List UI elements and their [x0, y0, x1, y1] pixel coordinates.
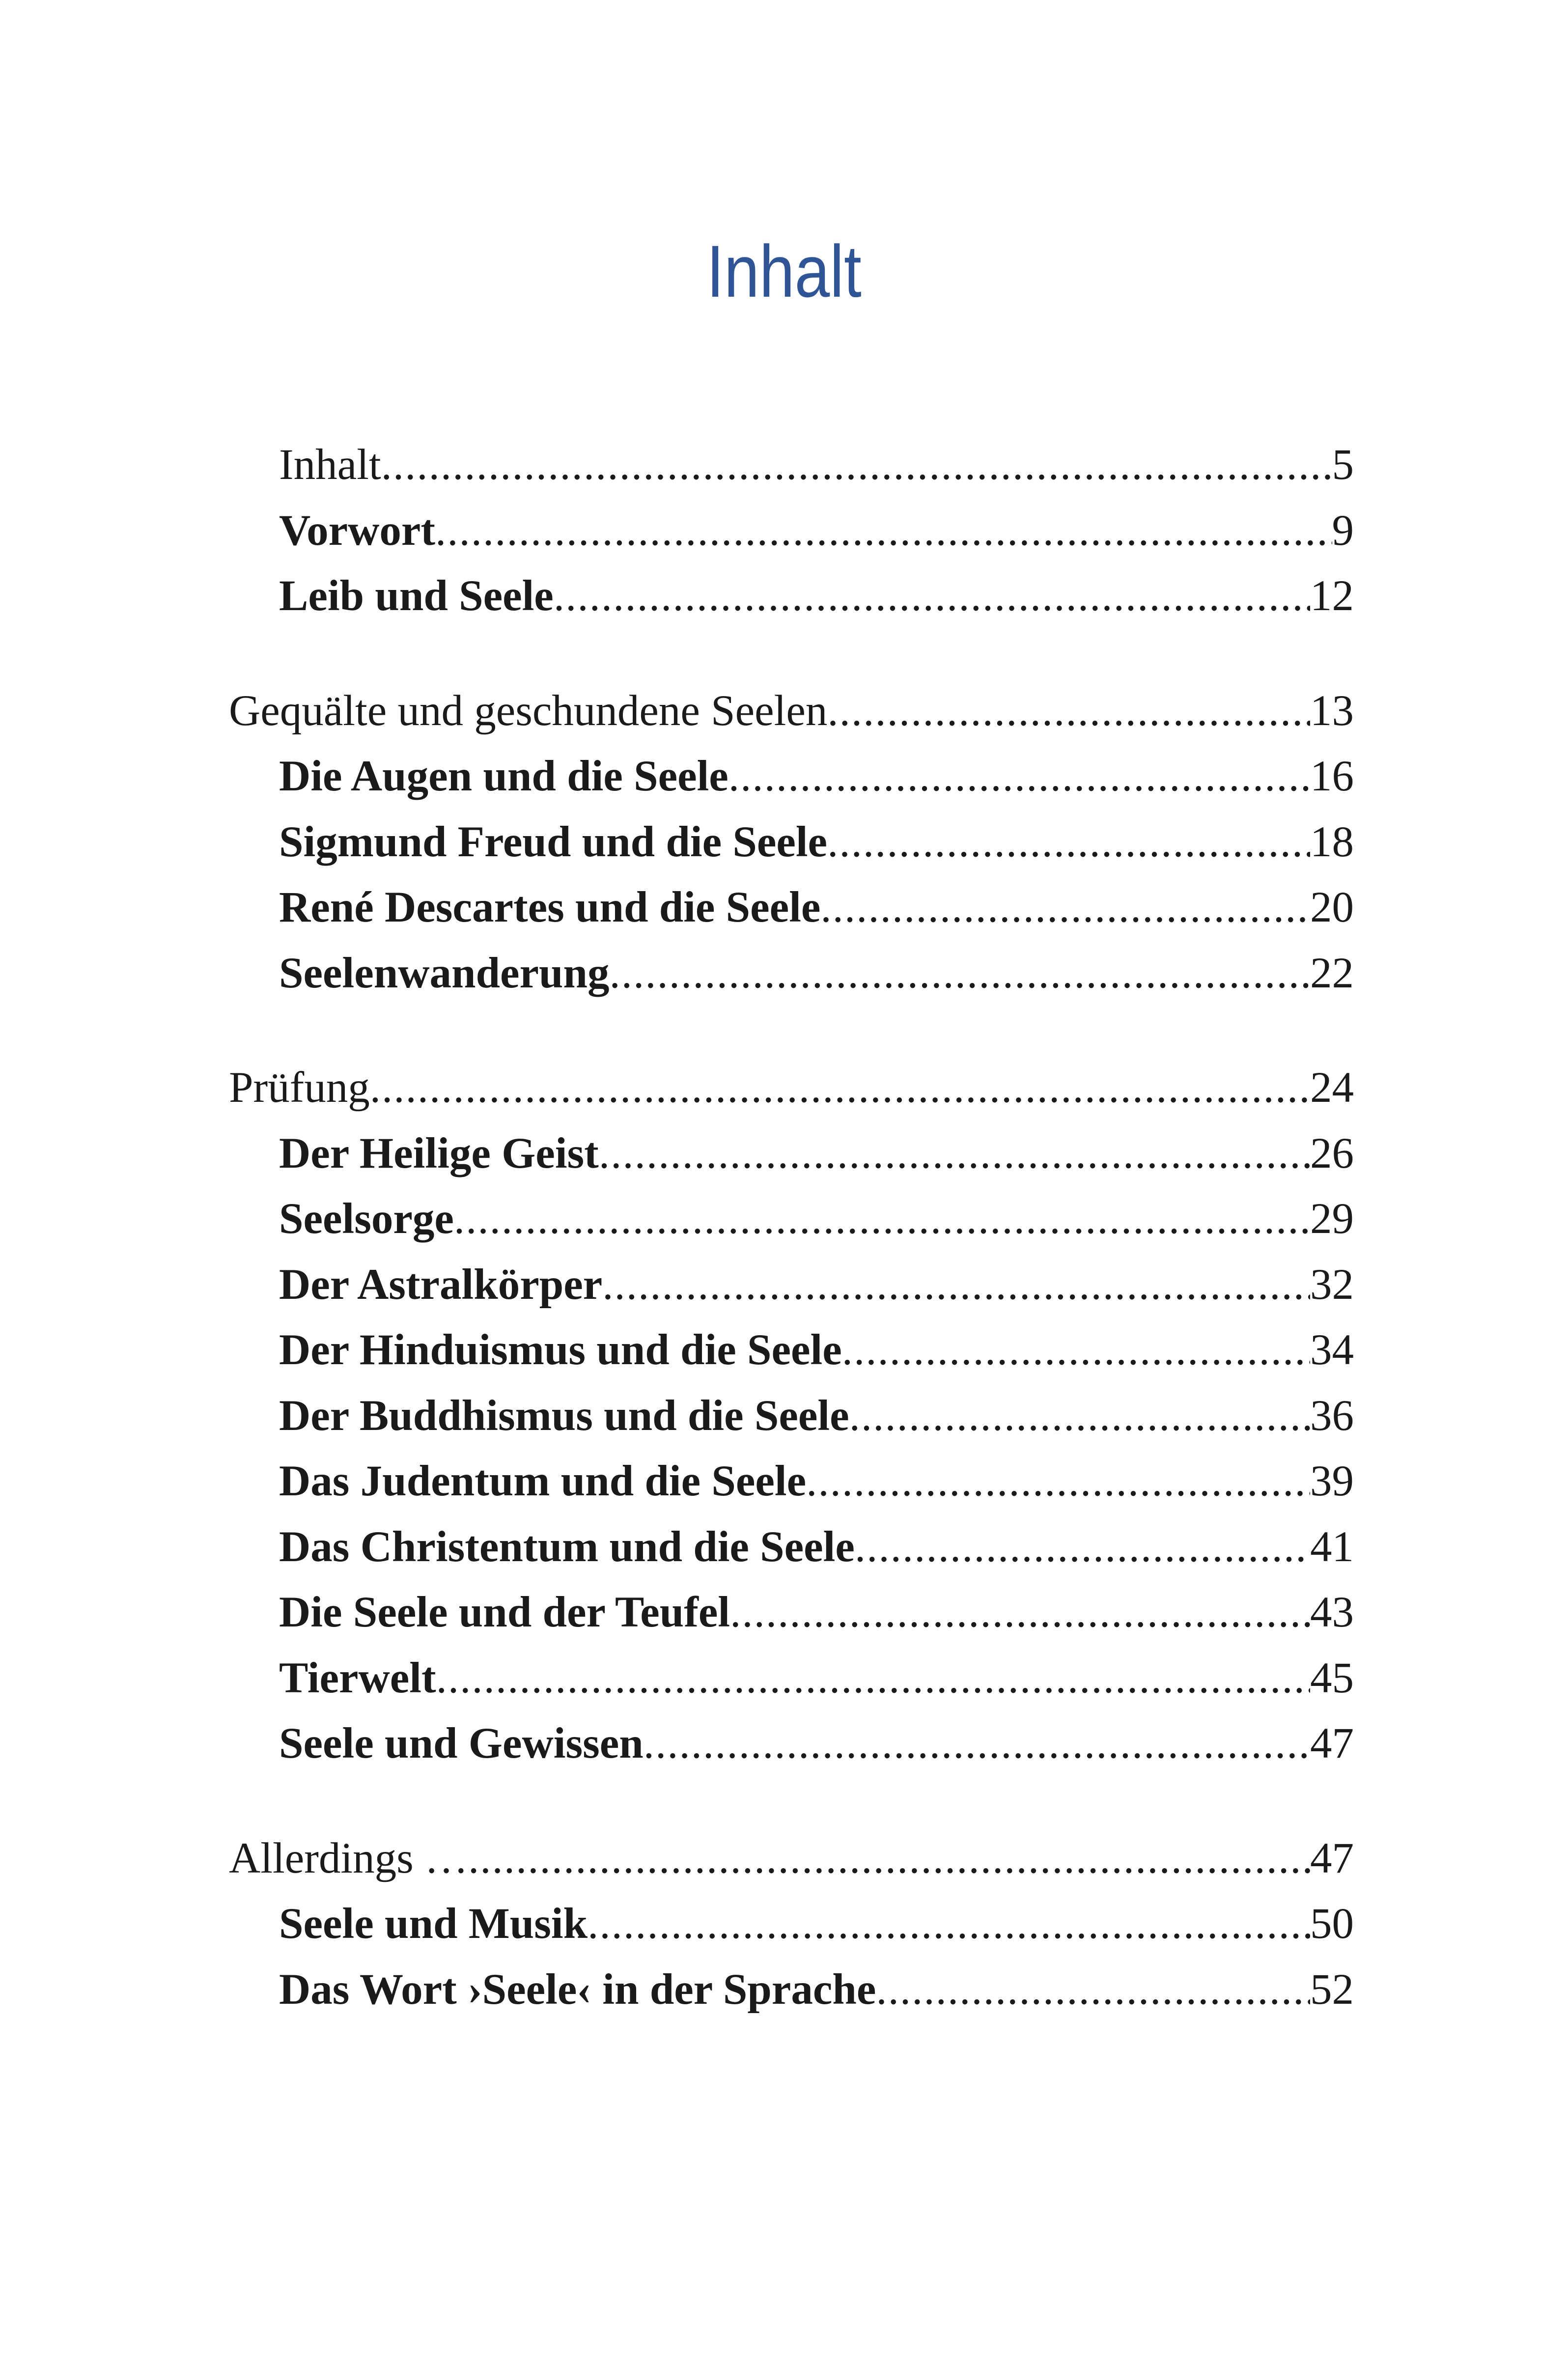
toc-leader-dots	[370, 1055, 1310, 1121]
toc-entry-page: 47	[1310, 1719, 1354, 1767]
toc-entry-title: Die Augen und die Seele	[279, 752, 728, 800]
toc-entry-title: Tierwelt	[279, 1653, 436, 1702]
toc-leader-dots	[602, 1252, 1310, 1318]
toc-entry-title: Seele und Gewissen	[279, 1719, 644, 1767]
toc-leader-dots	[855, 1514, 1310, 1580]
toc-entry-page: 43	[1310, 1588, 1354, 1636]
toc-entry[interactable]	[279, 1252, 1354, 1318]
toc-leader-dots	[728, 744, 1310, 810]
toc-entry-page: 9	[1332, 506, 1354, 555]
toc-leader-dots	[827, 678, 1310, 744]
toc-group-part-1	[0, 678, 1568, 1007]
toc-leader-dots	[610, 941, 1311, 1007]
toc-entry-page: 5	[1332, 441, 1354, 489]
toc-leader-dots	[849, 1383, 1310, 1449]
toc-entry-title: Der Astralkörper	[279, 1260, 603, 1309]
toc-entry-page: 22	[1310, 949, 1354, 997]
toc-entry-page: 18	[1310, 817, 1354, 866]
toc-entry-page: 12	[1310, 572, 1354, 620]
toc-entry[interactable]	[279, 1121, 1354, 1187]
toc-group-part-2	[0, 1055, 1568, 1777]
toc-part-heading[interactable]	[229, 1055, 1354, 1121]
toc-entry-title: Das Wort ›Seele‹ in der Sprache	[279, 1965, 876, 2014]
toc-entry[interactable]	[279, 1186, 1354, 1252]
toc-entry[interactable]	[279, 1449, 1354, 1514]
toc-leader-dots	[436, 1646, 1310, 1711]
toc-entry[interactable]	[279, 1580, 1354, 1646]
toc-part-heading[interactable]	[229, 678, 1354, 744]
toc-entry[interactable]	[279, 498, 1354, 564]
toc-entry-title: Der Buddhismus und die Seele	[279, 1391, 849, 1440]
toc-entry-page: 13	[1310, 686, 1354, 735]
toc-entry-page: 20	[1310, 883, 1354, 931]
toc-entry-page: 34	[1310, 1326, 1354, 1374]
toc-entry[interactable]	[279, 810, 1354, 875]
toc-entry[interactable]	[279, 1957, 1354, 2023]
toc-leader-dots	[730, 1580, 1310, 1646]
toc-leader-dots	[842, 1317, 1310, 1383]
toc-entry[interactable]	[279, 1317, 1354, 1383]
toc-entry-title: René Descartes und die Seele	[279, 883, 821, 931]
toc-entry[interactable]	[279, 941, 1354, 1007]
toc-leader-dots	[806, 1449, 1310, 1514]
toc-entry[interactable]	[279, 1646, 1354, 1711]
toc-entry-page: 29	[1310, 1195, 1354, 1243]
toc-entry[interactable]	[279, 1891, 1354, 1957]
toc-entry-page: 32	[1310, 1260, 1354, 1309]
toc-entry[interactable]	[279, 1711, 1354, 1777]
toc-entry-title: Seelsorge	[279, 1195, 454, 1243]
toc-entry-page: 45	[1310, 1653, 1354, 1702]
toc-leader-dots	[435, 498, 1332, 564]
toc-entry-title: Sigmund Freud und die Seele	[279, 817, 828, 866]
toc-entry[interactable]	[279, 563, 1354, 629]
toc-leader-dots	[588, 1891, 1310, 1957]
toc-entry-title: Inhalt	[279, 441, 381, 489]
toc-entry-page: 26	[1310, 1129, 1354, 1177]
toc-leader-dots	[644, 1711, 1310, 1777]
toc-entry-page: 52	[1310, 1965, 1354, 2014]
toc-part-heading[interactable]	[229, 1826, 1354, 1892]
toc-entry-title: Allerdings …	[229, 1834, 468, 1882]
toc-group-part-3	[0, 1826, 1568, 2023]
toc-entry-title: Das Christentum und die Seele	[279, 1522, 855, 1571]
toc-entry-page: 41	[1310, 1522, 1354, 1571]
toc-entry-title: Seelenwanderung	[279, 949, 610, 997]
toc-entry[interactable]	[279, 432, 1354, 498]
toc-group-front-matter	[0, 432, 1568, 629]
toc-entry-page: 36	[1310, 1391, 1354, 1440]
toc-leader-dots	[381, 432, 1332, 498]
toc-entry-title: Die Seele und der Teufel	[279, 1588, 730, 1636]
toc-leader-dots	[827, 810, 1310, 875]
toc-leader-dots	[820, 875, 1310, 941]
toc-entry-title: Gequälte und geschundene Seelen	[229, 686, 828, 735]
toc-entry-title: Der Hinduismus und die Seele	[279, 1326, 842, 1374]
toc-leader-dots	[876, 1957, 1310, 2023]
toc-entry-page: 50	[1310, 1900, 1354, 1948]
toc-entry-title: Leib und Seele	[279, 572, 554, 620]
toc-entry-title: Prüfung	[229, 1064, 370, 1112]
toc-entry-page: 24	[1310, 1064, 1354, 1112]
toc-leader-dots	[554, 563, 1310, 629]
toc-entry-page: 39	[1310, 1457, 1354, 1505]
toc-entry-title: Vorwort	[279, 506, 436, 555]
toc-entry[interactable]	[279, 1383, 1354, 1449]
toc-leader-dots	[468, 1826, 1310, 1892]
toc-entry[interactable]	[279, 875, 1354, 941]
toc-entry-page: 47	[1310, 1834, 1354, 1882]
toc-entry-page: 16	[1310, 752, 1354, 800]
toc-leader-dots	[454, 1186, 1310, 1252]
toc-leader-dots	[599, 1121, 1310, 1187]
table-of-contents	[0, 432, 1568, 2072]
toc-entry[interactable]	[279, 1514, 1354, 1580]
toc-entry-title: Der Heilige Geist	[279, 1129, 599, 1177]
page-title: Inhalt	[706, 230, 862, 312]
toc-entry-title: Seele und Musik	[279, 1900, 588, 1948]
toc-entry-title: Das Judentum und die Seele	[279, 1457, 807, 1505]
toc-entry[interactable]	[279, 744, 1354, 810]
